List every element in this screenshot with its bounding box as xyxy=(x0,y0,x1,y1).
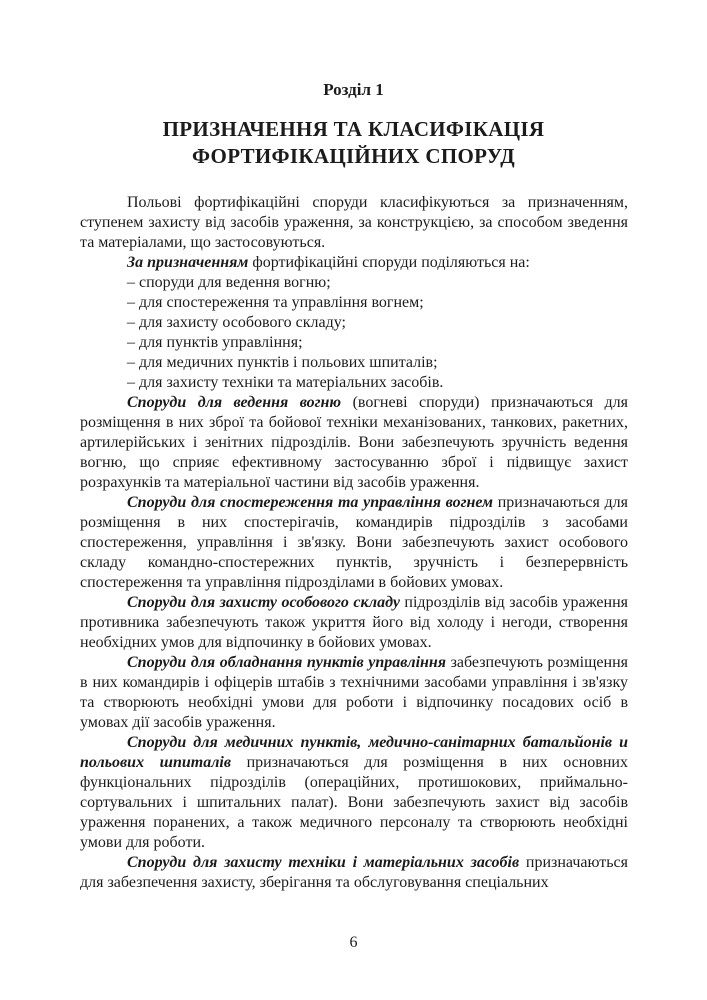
paragraph-observation-structures-lead: Споруди для спостереження та управління вогнем xyxy=(127,494,494,511)
classification-paragraph xyxy=(80,253,628,273)
chapter-label: Розділ 1 xyxy=(323,80,384,99)
paragraph-command-post-structures-text: забезпечують розміщення в них командирів і офіцерів штабів з технічними засобами управління і зв'язку та створюють необхідні умови для роботи і відпочинку посадових осіб в умовах дії засобів ураження. xyxy=(80,654,628,731)
paragraph-observation-structures-text: призначаються для розміщення в них спостерігачів, командирів підрозділів з засобами спостереження, управління і зв'язку. Вони забезпечують захист особового складу командно-спостережних пунктів, зручність і безперервність спостереження та управління підрозділами в бойових умовах. xyxy=(80,494,629,591)
list-item-command: – для пунктів управління; xyxy=(127,334,303,351)
paragraph-fire-structures-lead: Споруди для ведення вогню xyxy=(127,394,342,411)
paragraph-medical-structures-text: призначаються для розміщення в них основних функціональних підрозділів (операційних, протишокових, приймально-сортувальних і шпитальних палат). Вони забезпечують захист від засобів ураження поранених, а також медичного персоналу та створюють необхідні умови для роботи. xyxy=(80,754,628,851)
list-item-equipment: – для захисту техніки та матеріальних засобів. xyxy=(127,374,444,391)
classification-list xyxy=(80,273,628,393)
intro-paragraph: Польові фортифікаційні споруди класифікуються за призначенням, ступенем захисту від засобів ураження, за конструкцією, за способом зведення та матеріалами, що застосовуються. xyxy=(80,194,628,251)
paragraph-medical-structures-lead: Споруди для медичних пунктів, медично-санітарних батальйонів и польових шпиталів xyxy=(80,734,628,771)
list-item-fire: – споруди для ведення вогню; xyxy=(127,274,331,291)
document-body xyxy=(80,193,628,893)
paragraph-personnel-structures-lead: Споруди для захисту особового складу xyxy=(127,594,400,611)
paragraph-fire-structures-text: (вогневі споруди) призначаються для розміщення в них зброї та бойової техніки механізованих, танкових, ракетних, артилерійських і зенітних підрозділів. Вони забезпечують зручність ведення вогню, що сприяє ефективному застосуванню зброї і підвищує захист розрахунків та матеріальної частини від засобів ураження. xyxy=(80,394,628,491)
paragraph-equipment-structures-lead: Споруди для захисту техніки і матеріальних засобів xyxy=(127,854,520,871)
paragraph-equipment-structures xyxy=(80,853,628,893)
classification-lead: За призначенням xyxy=(127,254,249,271)
classification-rest: фортифікаційні споруди поділяються на: xyxy=(248,254,530,271)
page-title-line-2: ФОРТИФІКАЦІЙНИХ СПОРУД xyxy=(191,144,516,168)
paragraph-fire-structures xyxy=(80,393,628,493)
paragraph-equipment-structures-text: призначаються для забезпечення захисту, зберігання та обслуговування спеціальних xyxy=(80,854,629,891)
page-title xyxy=(0,116,707,170)
paragraph-command-post-structures xyxy=(80,653,628,733)
paragraph-medical-structures xyxy=(80,733,628,853)
page-title-line-1: ПРИЗНАЧЕННЯ ТА КЛАСИФІКАЦІЯ xyxy=(162,117,545,141)
paragraph-command-post-structures-lead: Споруди для обладнання пунктів управління xyxy=(127,654,447,671)
list-item-observation: – для спостереження та управління вогнем; xyxy=(127,294,424,311)
paragraph-personnel-structures-text: підрозділів від засобів ураження противника забезпечують також укриття його від холоду і негоди, створення необхідних умов для відпочинку в бойових умовах. xyxy=(80,594,628,651)
paragraph-personnel-structures xyxy=(80,593,628,653)
list-item-personnel: – для захисту особового складу; xyxy=(127,314,346,331)
paragraph-observation-structures xyxy=(80,493,628,593)
list-item-medical: – для медичних пунктів і польових шпиталів; xyxy=(127,354,438,371)
page-number: 6 xyxy=(349,934,358,951)
